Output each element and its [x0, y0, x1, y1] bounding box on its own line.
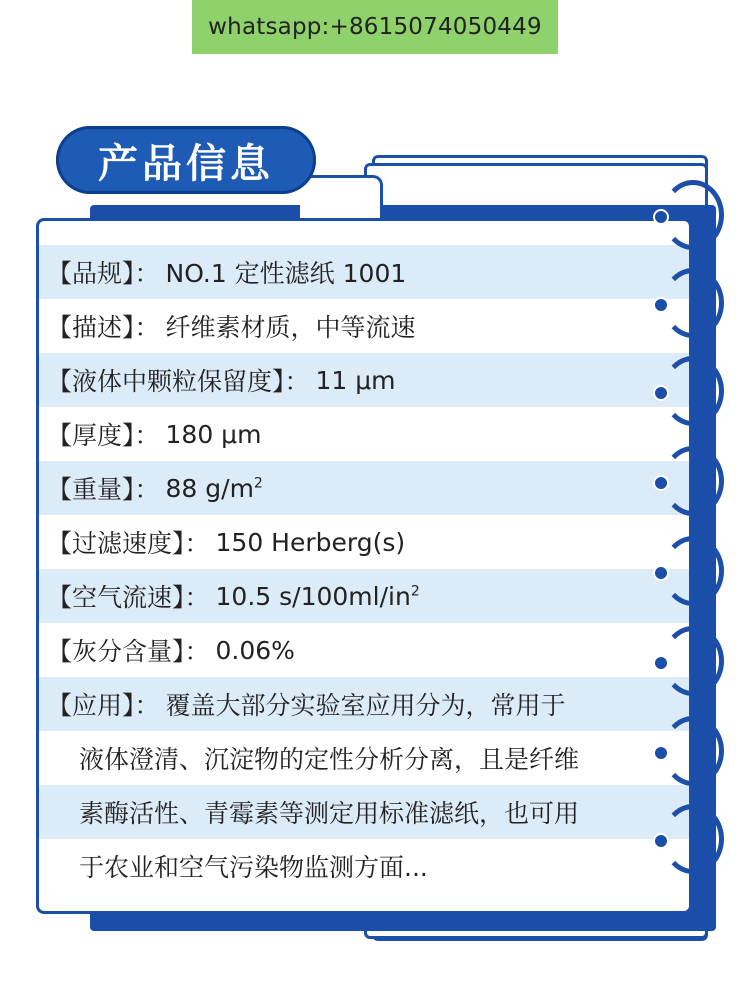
- spec-value: [216, 582, 420, 611]
- whatsapp-contact-banner: [192, 0, 558, 54]
- spec-row-retention: [39, 353, 689, 407]
- whatsapp-contact-text: whatsapp:+8615074050449: [208, 14, 542, 40]
- spec-label: 【空气流速】：: [47, 583, 210, 612]
- spec-value-sup: 2: [253, 475, 263, 492]
- spec-label: 【过滤速度】：: [47, 529, 210, 558]
- spec-value: 0.06%: [215, 635, 295, 665]
- spec-value: 180 μm: [165, 419, 262, 449]
- spec-value: 150 Herberg(s): [215, 527, 406, 557]
- spec-value-text: 10.5 s/100ml/in: [215, 581, 411, 611]
- spec-label: 【重量】：: [47, 475, 160, 504]
- spec-value: NO.1 定性滤纸 1001: [165, 259, 407, 288]
- section-title-badge: [56, 126, 316, 194]
- spec-value-sup: 2: [410, 583, 420, 600]
- binder-ring-icon: [662, 804, 724, 874]
- spec-value-text: 88 g/m: [165, 473, 254, 503]
- spec-row-weight: [39, 461, 689, 515]
- binder-ring-icon: [662, 716, 724, 786]
- product-info-rows: [39, 245, 689, 893]
- spec-row-ash-content: [39, 623, 689, 677]
- binder-ring-icon: [662, 446, 724, 516]
- binder-ring-icon: [662, 626, 724, 696]
- spec-row-description: [39, 299, 689, 353]
- application-text: 于农业和空气污染物监测方面...: [79, 853, 428, 882]
- product-info-card: [36, 218, 692, 914]
- spec-row-grade: [39, 245, 689, 299]
- spec-value: 11 μm: [315, 365, 396, 395]
- binder-ring-icon: [662, 356, 724, 426]
- application-line: [39, 731, 689, 785]
- application-line: [39, 839, 689, 893]
- application-text: 液体澄清、沉淀物的定性分析分离，且是纤维: [79, 745, 580, 774]
- section-title: 产品信息: [98, 140, 274, 187]
- application-line: [39, 785, 689, 839]
- spec-row-thickness: [39, 407, 689, 461]
- spec-value: 覆盖大部分实验室应用分为，常用于: [165, 691, 566, 720]
- spec-row-filtration-speed: [39, 515, 689, 569]
- spec-row-air-flow: [39, 569, 689, 623]
- spec-label: 【液体中颗粒保留度】：: [47, 367, 310, 396]
- spec-label: 【品规】：: [47, 259, 160, 288]
- spec-label: 【描述】：: [47, 313, 160, 342]
- spec-value: [166, 474, 263, 503]
- binder-ring-icon: [662, 536, 724, 606]
- spec-label: 【灰分含量】：: [47, 637, 210, 666]
- spec-label: 【应用】：: [47, 691, 160, 720]
- spec-label: 【厚度】：: [47, 421, 160, 450]
- binder-ring-icon: [662, 268, 724, 338]
- application-text: 素酶活性、青霉素等测定用标准滤纸，也可用: [79, 799, 580, 828]
- binder-ring-icon: [662, 180, 724, 250]
- spec-row-application: [39, 677, 689, 731]
- spec-value: 纤维素材质，中等流速: [165, 313, 416, 342]
